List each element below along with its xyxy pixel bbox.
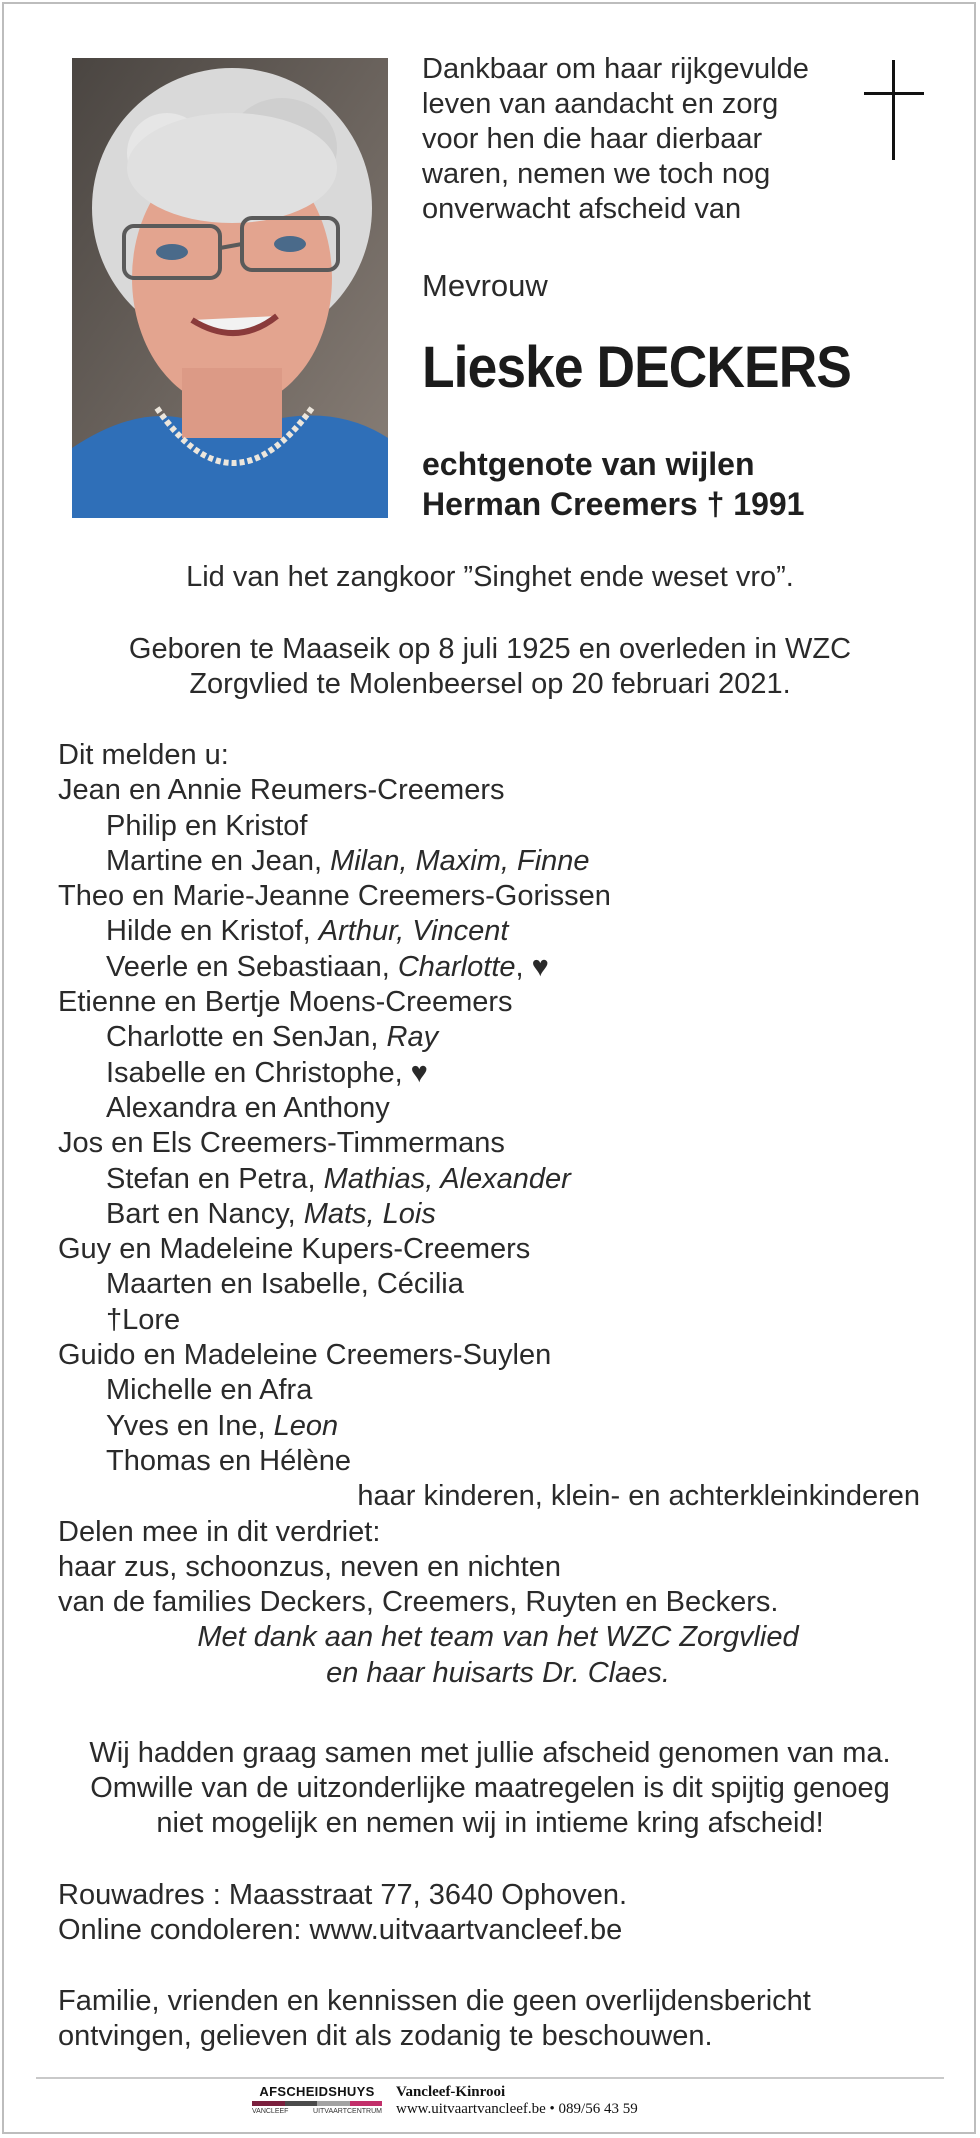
family-names: Thomas en Hélène [106,1444,352,1477]
grandchildren-names: Mathias, Alexander [323,1162,571,1195]
family-list [58,738,938,1691]
family-names: Hilde en Kristof, [106,915,319,948]
grandchildren-names: Milan, Maxim, Finne [330,844,590,877]
notice-block [58,1984,938,2054]
family-names: Alexandra en Anthony [106,1091,390,1124]
address-block [58,1878,938,1948]
thanks-line: en haar huisarts Dr. Claes. [326,1656,670,1689]
intro-line: waren, nemen we toch nog [422,158,771,190]
family-row [58,773,938,808]
family-subrow [58,914,938,949]
logo-main-text: AFSCHEIDSHUYS [259,2084,375,2099]
family-subrow [58,844,938,879]
spouse-line: Herman Creemers † 1991 [422,486,805,522]
notice-line: ontvingen, gelieven dit als zodanig te beschouwen. [58,2020,713,2052]
logo-subtext [252,2108,382,2115]
condolence-line: Online condoleren: www.uitvaartvancleef.be [58,1914,623,1946]
funeral-home-logo [252,2084,382,2124]
family-names: Guy en Madeleine Kupers-Creemers [58,1233,531,1266]
birth-death-info [40,632,940,702]
covid-line: Omwille van de uitzonderlijke maatregelen is dit spijtig genoeg [90,1772,890,1804]
family-subrow [58,950,938,985]
family-subrow [58,1373,938,1408]
logo-left-text: VANCLEEF [252,2108,289,2115]
logo-right-text: UITVAARTCENTRUM [313,2108,382,2115]
deceased-name: Lieske DECKERS [422,335,851,400]
family-names: Stefan en Petra, [106,1162,324,1195]
family-subrow [58,1056,938,1091]
intro-line: onverwacht afscheid van [422,193,742,225]
covid-line: Wij hadden graag samen met jullie afscheid genomen van ma. [89,1737,891,1769]
family-closing: haar kinderen, klein- en achterkleinkinderen [357,1480,920,1513]
portrait-photo [72,58,388,518]
logo-color-swatch [317,2101,350,2106]
family-names: Yves en Ine, [106,1409,274,1442]
intro-line: voor hen die haar dierbaar [422,123,763,155]
share-line: van de families Deckers, Creemers, Ruyten en Beckers. [58,1586,779,1619]
family-names: Michelle en Afra [106,1374,313,1407]
footer-divider [36,2077,944,2079]
family-subrow [58,1020,938,1055]
family-subrow [58,1162,938,1197]
logo-color-swatch [252,2101,285,2106]
family-suffix: , ♥ [515,950,549,983]
family-names: Charlotte en SenJan, [106,1021,387,1054]
family-names: Isabelle en Christophe, ♥ [106,1056,428,1089]
intro-text [422,52,862,227]
share-line: Delen mee in dit verdriet: [58,1515,381,1548]
family-names: Maarten en Isabelle, Cécilia [106,1268,464,1301]
intro-line: leven van aandacht en zorg [422,88,779,120]
family-row [58,1126,938,1161]
address-line: Rouwadres : Maasstraat 77, 3640 Ophoven. [58,1879,628,1911]
covid-notice [40,1736,940,1841]
spouse-line: echtgenote van wijlen [422,446,755,482]
family-names: Jos en Els Creemers-Timmermans [58,1127,505,1160]
choir-line: Lid van het zangkoor ”Singhet ende weset vro”. [186,561,794,593]
family-subrow [58,1409,938,1444]
spouse-info [422,444,804,524]
birth-line: Geboren te Maaseik op 8 juli 1925 en overleden in WZC [128,633,852,665]
family-names: Martine en Jean, [106,844,331,877]
logo-color-bar [252,2101,382,2106]
grandchildren-names: Ray [386,1021,439,1054]
family-names: Etienne en Bertje Moens-Creemers [58,986,513,1019]
grandchildren-names: Arthur, Vincent [318,915,509,948]
logo-color-swatch [350,2101,383,2106]
family-subrow [58,1267,938,1302]
family-row [58,1232,938,1267]
family-names: Theo en Marie-Jeanne Creemers-Gorissen [58,880,611,913]
grandchildren-names: Charlotte [397,950,516,983]
funeral-home-contact: www.uitvaartvancleef.be • 089/56 43 59 [396,2101,638,2117]
family-names: Guido en Madeleine Creemers-Suylen [58,1339,552,1372]
family-names: †Lore [106,1303,181,1336]
covid-line: niet mogelijk en nemen wij in intieme kring afscheid! [156,1807,824,1839]
family-row [58,985,938,1020]
family-row [58,879,938,914]
share-line: haar zus, schoonzus, neven en nichten [58,1550,561,1583]
family-names: Philip en Kristof [106,809,308,842]
family-header: Dit melden u: [58,739,229,771]
family-subrow [58,1197,938,1232]
thanks-line: Met dank aan het team van het WZC Zorgvlied [197,1621,799,1654]
cross-icon [864,60,924,160]
family-names: Jean en Annie Reumers-Creemers [58,774,505,807]
salutation: Mevrouw [422,268,548,303]
family-subrow [58,1303,938,1338]
intro-line: Dankbaar om haar rijkgevulde [422,53,809,85]
family-subrow [58,809,938,844]
family-rows [58,773,938,1479]
notice-line: Familie, vrienden en kennissen die geen overlijdensbericht [58,1985,811,2017]
funeral-home-name: Vancleef-Kinrooi [396,2084,506,2100]
grandchildren-names: Mats, Lois [303,1197,436,1230]
grandchildren-names: Leon [273,1409,339,1442]
family-names: Veerle en Sebastiaan, [106,950,398,983]
family-subrow [58,1444,938,1479]
family-row [58,1338,938,1373]
funeral-home-info [396,2084,638,2118]
logo-color-swatch [285,2101,318,2106]
family-subrow [58,1091,938,1126]
birth-line: Zorgvlied te Molenbeersel op 20 februari 2021. [189,668,791,700]
family-names: Bart en Nancy, [106,1197,304,1230]
